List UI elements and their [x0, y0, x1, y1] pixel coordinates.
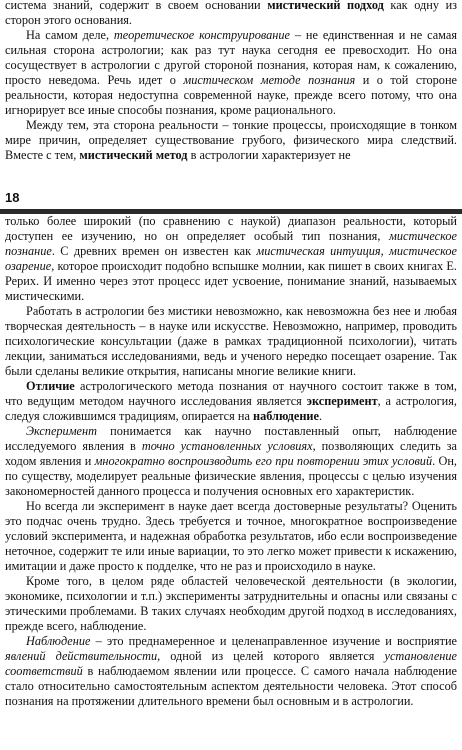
italic-term: мистическое познание — [5, 229, 457, 258]
italic-term: точно установленных условиях — [141, 439, 313, 453]
text-run: , позволяющих следить за ходом явления и — [5, 439, 457, 468]
paragraph — [5, 424, 457, 499]
top-page — [0, 0, 462, 192]
page-number: 18 — [5, 190, 20, 205]
bottom-page — [0, 210, 462, 750]
paragraph — [5, 28, 457, 118]
text-run: в наблюдаемом явлении или процессе. С самого начала наблюдение стало относительно самостоятельным аспектом деятельности человека. Этот способ познания на протяжении длительного времени был основным и в астрологии. — [5, 664, 457, 708]
text-run: , а астрология, следуя сложившимся традициям, опирается на — [5, 394, 457, 423]
text-run: . — [318, 409, 323, 423]
text-run: только более широкий (по сравнению с наукой) диапазон реальности, который доступен ее изучению, но он определяет особый тип познания, — [5, 214, 457, 243]
text-run: . С древних времен он известен как — [51, 244, 257, 258]
text-run: Но всегда ли эксперимент в науке дает всегда достоверные результаты? Оценить это подчас очень трудно. Здесь требуется и точное, многократное воспроизведение условий эксперимента, и надежная обработка результатов, ибо если воспроизведение неточное, содержит те или иные вариации, то это легко может привести к искажению, имитации и даже просто к подделке, что не раз и происходило в науке. — [5, 499, 457, 573]
text-run: как одну из сторон этого основания. — [5, 0, 458, 27]
text-run: – это преднамеренное и целенаправленное изучение и восприятие — [90, 634, 457, 648]
text-run: понимается как научно поставленный опыт, наблюдение исследуемого явления в — [5, 424, 457, 453]
paragraph — [5, 499, 457, 574]
paragraph — [5, 214, 457, 304]
text-run: Работать в астрологии без мистики невозможно, как невозможна без нее и любая творческая деятельность – в науке или искусстве. Невозможно, например, проводить психологические консультации (даже в рамках традиционной психологии), читать лекции, заниматься исследованиями, ведь и ученого нередко посещает озарение. Так были сделаны великие открытия, написаны многие великие книги. — [5, 304, 457, 378]
paragraph — [5, 118, 457, 163]
text-run: – не единственная и не самая сильная сторона астрологии; как раз тут наука сегодня ее превосходит. Но она сосуществует в астрологии с другой стороной познания, которая нам, к сожалению, просто неведома. Речь идет о — [5, 28, 457, 87]
paragraph — [5, 304, 457, 379]
text-run: , одной из целей которого является — [157, 649, 385, 663]
bold-term: мистический подход — [267, 0, 384, 12]
bottom-page-text — [5, 214, 457, 709]
bold-term: наблюдение — [252, 409, 319, 423]
italic-term: Наблюдение — [26, 634, 91, 648]
italic-term: мистическом методе познания — [183, 73, 356, 87]
paragraph — [5, 574, 457, 634]
paragraph — [5, 634, 457, 709]
italic-term: теоретическое конструирование — [113, 28, 290, 42]
text-run: и о той стороне реальности, которая недоступна современной науке, прежде всего потому, что она игнорирует все иные способы познания, кроме рационального. — [5, 73, 457, 117]
italic-term: установление соответствий — [5, 649, 457, 678]
text-run: в астрологии характеризует не — [187, 148, 351, 162]
paragraph — [5, 0, 457, 28]
bold-term: эксперимент — [306, 394, 378, 408]
text-run: астрологического метода познания от научного состоит также в том, что ведущим методом научного исследования является — [5, 379, 457, 408]
bold-term: Отличие — [26, 379, 75, 393]
italic-term: мистическая интуиция, мистическое озарение — [5, 244, 457, 273]
top-page-text — [5, 0, 457, 163]
text-run: Кроме того, в целом ряде областей человеческой деятельности (в экологии, экономике, психологии и т.п.) эксперименты затруднительны и опасны или связаны с этическими проблемами. В таких случаях необходим другой подход в исследованиях, прежде всего, наблюдение. — [5, 574, 457, 633]
text-run: . Он, по существу, моделирует реальные физические явления, процессы с целью изучения закономерностей данного процесса и получения основных его характеристик. — [5, 454, 457, 498]
paragraph — [5, 379, 457, 424]
text-run: Между тем, эта сторона реальности – тонкие процессы, происходящие в тонком мире причин, определяет существование грубого, физического мира следствий. Вместе с тем, — [5, 118, 457, 162]
text-run: На самом деле, — [26, 28, 114, 42]
italic-term: многократно воспроизводить его при повторении этих условий — [94, 454, 433, 468]
italic-term: явлений действительности — [5, 649, 158, 663]
text-run: , которое происходит подобно вспышке молнии, как пишет в своих книгах Е. Рерих. И именно через этот процесс идет усвоение, понимание знаний, называемых мистическими. — [5, 259, 457, 303]
italic-term: Эксперимент — [26, 424, 97, 438]
text-run: система знаний, содержит в своем основании — [5, 0, 268, 12]
bold-term: мистический метод — [79, 148, 188, 162]
